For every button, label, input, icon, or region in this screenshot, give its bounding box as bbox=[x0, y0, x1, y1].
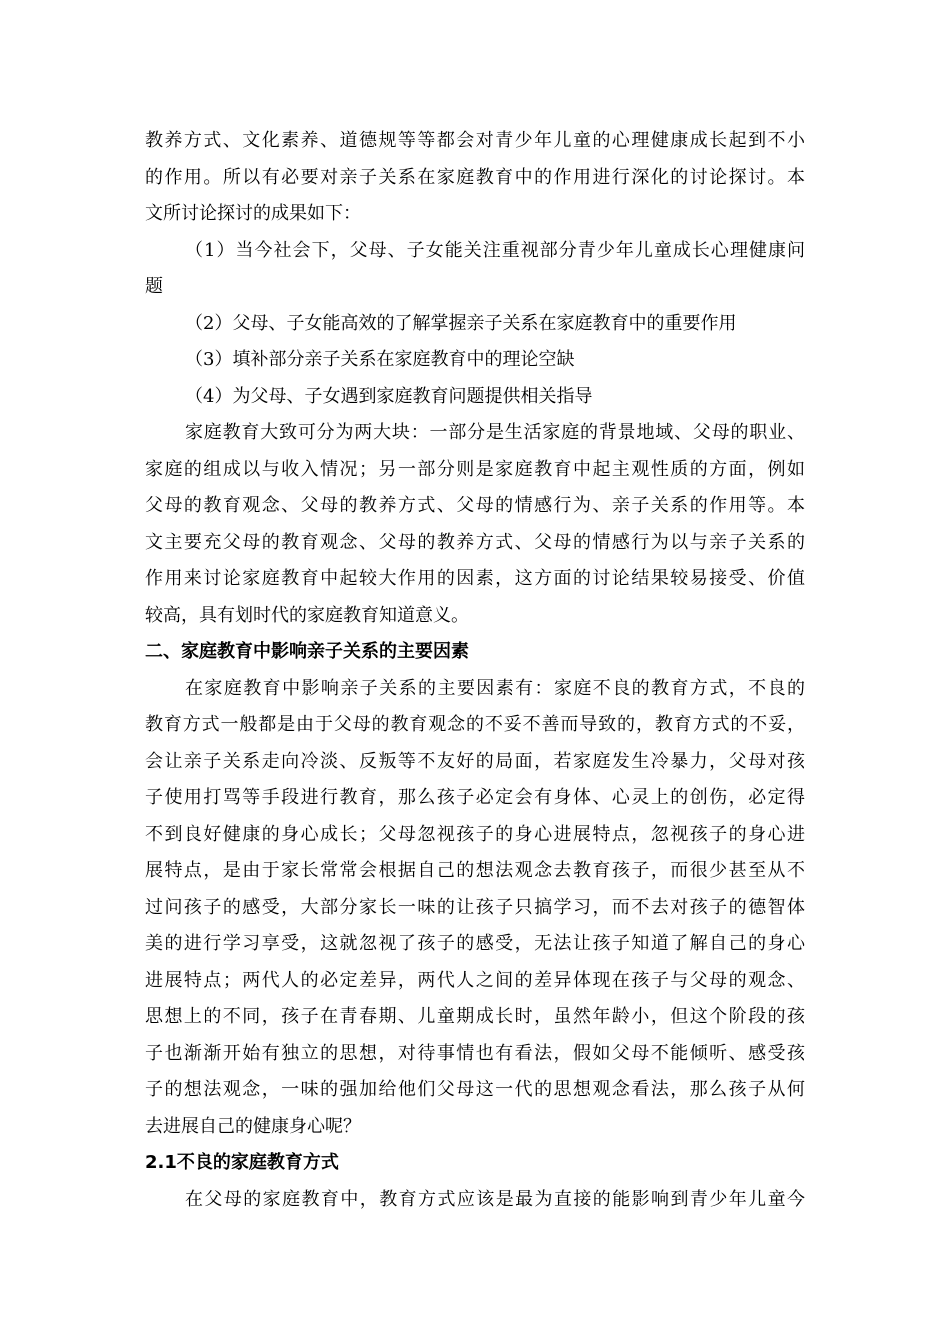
text-line: 家庭教育大致可分为两大块：一部分是生活家庭的背景地域、父母的职业、 bbox=[185, 422, 805, 443]
text-line: 在父母的家庭教育中，教育方式应该是最为直接的能影响到青少年儿童今 bbox=[185, 1188, 805, 1210]
text-line: 展特点，是由于家长常常会根据自己的想法观念去教育孩子，而很少甚至从不 bbox=[145, 860, 805, 881]
paragraph-main-factors bbox=[145, 671, 805, 1146]
text-line: 较高，具有划时代的家庭教育知道意义。 bbox=[145, 604, 469, 626]
text-line: 题 bbox=[145, 276, 163, 297]
list-item bbox=[145, 342, 805, 379]
text-line: 在家庭教育中影响亲子关系的主要因素有：家庭不良的教育方式，不良的 bbox=[185, 677, 805, 699]
text-line: 文主要充父母的教育观念、父母的教养方式、父母的情感行为以与亲子关系的 bbox=[145, 531, 805, 553]
text-line: 文所讨论探讨的成果如下： bbox=[145, 203, 361, 224]
paragraph-continuation bbox=[145, 123, 805, 233]
text-line: 子的想法观念，一味的强加给他们父母这一代的思想观念看法，那么孩子从何 bbox=[145, 1079, 805, 1100]
text-line: （1）当今社会下，父母、子女能关注重视部分青少年儿童成长心理健康问 bbox=[185, 239, 805, 261]
text-line: 子也渐渐开始有独立的思想，对待事情也有看法，假如父母不能倾听、感受孩 bbox=[145, 1042, 805, 1064]
text-line: （2）父母、子女能高效的了解掌握亲子关系在家庭教育中的重要作用 bbox=[185, 312, 737, 334]
document-body bbox=[145, 123, 805, 1218]
findings-list bbox=[145, 233, 805, 416]
text-line: （4）为父母、子女遇到家庭教育问题提供相关指导 bbox=[185, 385, 593, 407]
paragraph-education-method bbox=[145, 1182, 805, 1219]
list-item bbox=[145, 306, 805, 343]
text-line: 的作用。所以有必要对亲子关系在家庭教育中的作用进行深化的讨论探讨。本 bbox=[145, 166, 805, 188]
section-heading: 二、家庭教育中影响亲子关系的主要因素 bbox=[145, 641, 469, 662]
text-line: 进展特点；两代人的必定差异，两代人之间的差异体现在孩子与父母的观念、 bbox=[145, 969, 805, 991]
text-line: 教养方式、文化素养、道德规等等都会对青少年儿童的心理健康成长起到不小 bbox=[145, 130, 805, 151]
text-line: 父母的教育观念、父母的教养方式、父母的情感行为、亲子关系的作用等。本 bbox=[145, 495, 805, 516]
text-line: （3）填补部分亲子关系在家庭教育中的理论空缺 bbox=[185, 349, 575, 370]
paragraph-family-education bbox=[145, 415, 805, 634]
text-line: 不到良好健康的身心成长；父母忽视孩子的身心进展特点，忽视孩子的身心进 bbox=[145, 823, 805, 845]
text-line: 子使用打骂等手段进行教育，那么孩子必定会有身体、心灵上的创伤，必定得 bbox=[145, 787, 805, 808]
text-line: 教育方式一般都是由于父母的教育观念的不妥不善而导致的，教育方式的不妥， bbox=[145, 714, 805, 735]
text-line: 过问孩子的感受，大部分家长一味的让孩子只搞学习，而不去对孩子的德智体 bbox=[145, 896, 805, 918]
list-item bbox=[145, 233, 805, 306]
text-line: 思想上的不同，孩子在青春期、儿童期成长时，虽然年龄小，但这个阶段的孩 bbox=[145, 1006, 805, 1027]
text-line: 美的进行学习享受，这就忽视了孩子的感受，无法让孩子知道了解自己的身心 bbox=[145, 933, 805, 954]
list-item bbox=[145, 379, 805, 416]
text-line: 作用来讨论家庭教育中起较大作用的因素，这方面的讨论结果较易接受、价值 bbox=[145, 568, 805, 589]
text-line: 去进展自己的健康身心呢？ bbox=[145, 1115, 361, 1137]
text-line: 家庭的组成以与收入情况；另一部分则是家庭教育中起主观性质的方面，例如 bbox=[145, 458, 805, 480]
subsection-heading: 2.1不良的家庭教育方式 bbox=[145, 1152, 339, 1173]
text-line: 会让亲子关系走向冷淡、反叛等不友好的局面，若家庭发生冷暴力，父母对孩 bbox=[145, 750, 805, 772]
